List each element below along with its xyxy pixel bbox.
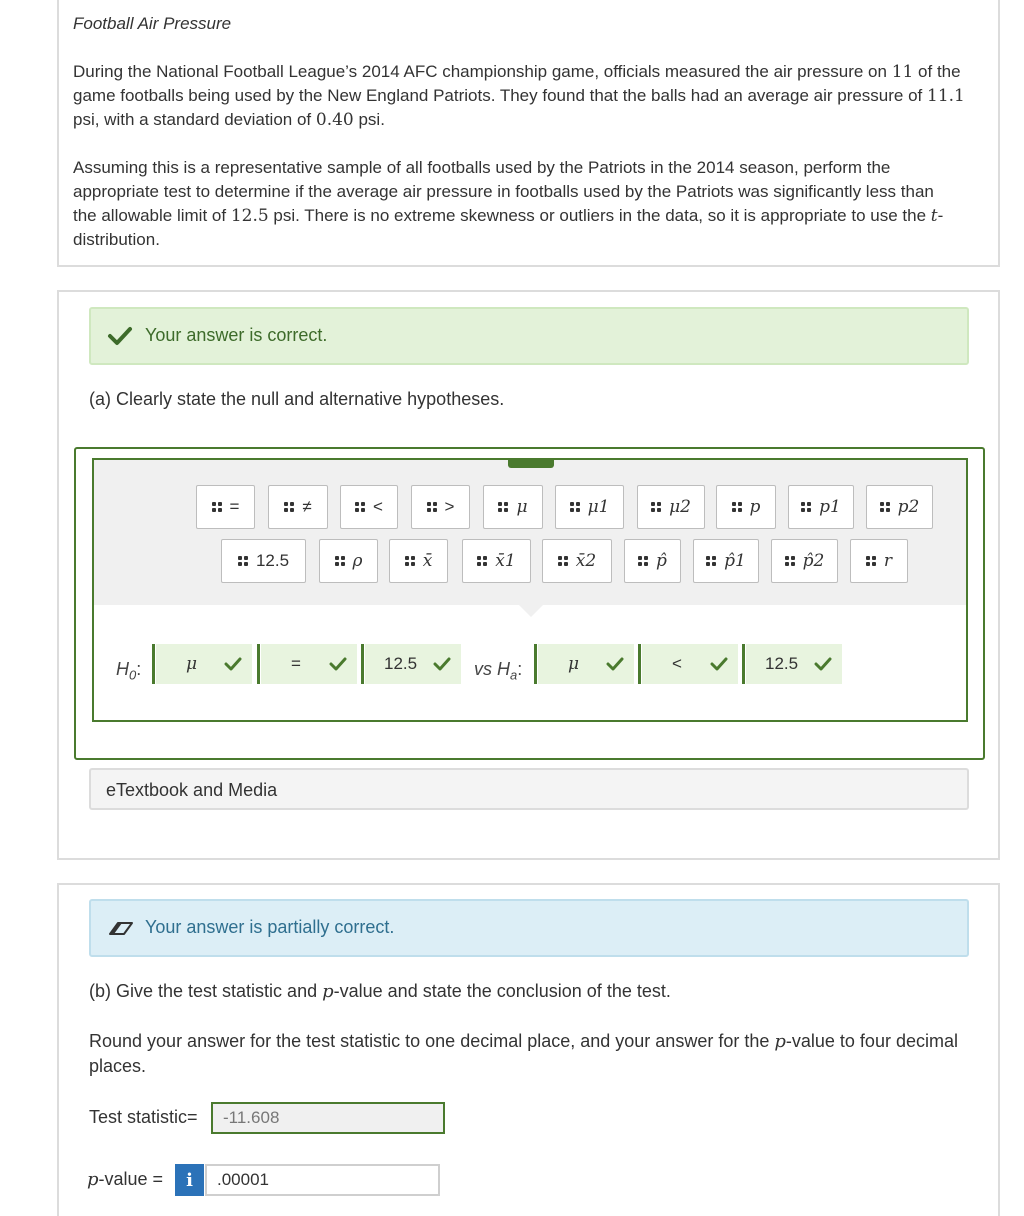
ha-param-slot[interactable]	[538, 644, 634, 684]
slot-value: <	[672, 654, 682, 673]
drag-handle-icon	[732, 502, 742, 512]
chip-label: p	[749, 497, 761, 517]
ha-value-slot[interactable]	[746, 644, 842, 684]
test-statistic-label: Test statistic=	[89, 1107, 198, 1127]
slot-value: μ	[568, 654, 580, 674]
chip-label: ρ	[352, 551, 363, 571]
p-symbol: p	[774, 1031, 786, 1052]
pvalue-label	[87, 1169, 163, 1190]
chip-label: 12.5	[255, 551, 290, 570]
p-symbol: p	[87, 1169, 99, 1190]
answer-tray	[94, 460, 966, 605]
draggable-chip[interactable]	[637, 485, 705, 529]
drag-handle-icon	[866, 556, 876, 566]
part-a-panel	[57, 290, 1000, 860]
problem-paragraph-2	[73, 156, 988, 252]
h-subscript: 0	[129, 667, 137, 683]
drag-handle-icon	[284, 502, 294, 512]
check-icon	[710, 656, 728, 672]
draggable-chip[interactable]	[340, 485, 398, 529]
drag-handle-icon	[638, 556, 648, 566]
chip-label: p̂1	[724, 551, 746, 571]
draggable-chip[interactable]	[221, 539, 306, 583]
draggable-chip[interactable]	[624, 539, 681, 583]
draggable-chip[interactable]	[555, 485, 624, 529]
text: (b) Give the test statistic and	[89, 981, 323, 1001]
slot-divider	[742, 644, 745, 684]
draggable-chip[interactable]	[866, 485, 933, 529]
drag-handle-icon	[801, 502, 811, 512]
drag-handle-icon	[427, 502, 437, 512]
drag-handle-icon	[212, 502, 222, 512]
tray-handle[interactable]	[508, 458, 554, 468]
drag-handle-icon	[238, 556, 248, 566]
chip-label: p̂	[656, 551, 667, 571]
check-icon	[606, 656, 624, 672]
p-symbol: p	[322, 981, 334, 1002]
h-subscript: a	[510, 667, 518, 683]
text: places.	[89, 1056, 147, 1076]
slot-value: 12.5	[384, 654, 418, 673]
part-b-question	[89, 981, 671, 1002]
ha-label: vs $H_a$:	[474, 659, 523, 683]
etextbook-label: eTextbook and Media	[106, 780, 278, 800]
text: Round your answer for the test statistic to one decimal place, and your answer for the	[89, 1031, 775, 1051]
drag-handle-icon	[498, 502, 508, 512]
drag-handle-icon	[570, 502, 580, 512]
chip-label: r	[883, 551, 893, 571]
hypothesis-drag-drop	[74, 447, 985, 760]
drag-handle-icon	[405, 556, 415, 566]
text: -value and state the conclusion of the test.	[333, 981, 671, 1001]
h-letter: H	[116, 659, 129, 679]
drag-handle-icon	[785, 556, 795, 566]
draggable-chip[interactable]	[788, 485, 854, 529]
sample-mean: 11.1	[927, 86, 965, 106]
drag-handle-icon	[651, 502, 661, 512]
chip-label: μ1	[587, 497, 610, 517]
text: During the National Football League’s 2014 AFC championship game, officials measured the air pressure on	[73, 62, 892, 81]
chip-label: =	[229, 497, 240, 516]
check-icon	[433, 656, 451, 672]
sample-sd: 0.40	[315, 110, 354, 130]
chip-label: x̄1	[495, 551, 516, 571]
pvalue-input[interactable]	[205, 1164, 440, 1196]
chip-label: ≠	[302, 497, 312, 516]
drag-handle-icon	[335, 556, 345, 566]
feedback-text: Your answer is correct.	[145, 325, 328, 345]
text: appropriate test to determine if the average air pressure in footballs used by the Patriots was significantly less than	[73, 182, 934, 201]
feedback-text: Your answer is partially correct.	[145, 917, 395, 937]
checkmark-icon	[107, 323, 133, 349]
slot-value: μ	[186, 654, 198, 674]
check-icon	[329, 656, 347, 672]
problem-panel	[57, 0, 1000, 267]
chip-label: p̂2	[802, 551, 825, 571]
text: psi. There is no extreme skewness or outliers in the data, so it is appropriate to use the	[268, 206, 931, 225]
draggable-chip[interactable]	[771, 539, 838, 583]
chip-label: μ	[516, 497, 528, 517]
check-icon	[814, 656, 832, 672]
text: the allowable limit of	[73, 206, 231, 225]
problem-title: Football Air Pressure	[73, 14, 232, 33]
text: distribution.	[73, 230, 160, 249]
correct-feedback-banner	[89, 307, 969, 365]
text: -value =	[98, 1169, 164, 1189]
slot-value: =	[291, 654, 301, 673]
draggable-chip[interactable]	[319, 539, 378, 583]
tray-pointer	[519, 605, 543, 617]
draggable-chip[interactable]	[389, 539, 448, 583]
check-icon	[224, 656, 242, 672]
h0-operator-slot[interactable]	[261, 644, 357, 684]
draggable-chip[interactable]	[716, 485, 776, 529]
drag-handle-icon	[880, 502, 890, 512]
drag-handle-icon	[355, 502, 365, 512]
draggable-chip[interactable]	[483, 485, 543, 529]
draggable-chip[interactable]	[268, 485, 328, 529]
part-b-panel	[57, 883, 1000, 1216]
chip-label: >	[444, 497, 455, 516]
chip-label: x̄	[422, 551, 433, 571]
draggable-chip[interactable]	[411, 485, 470, 529]
text: psi.	[353, 110, 385, 129]
allowable-limit: 12.5	[230, 206, 269, 226]
slot-value: 12.5	[765, 654, 799, 673]
ha-operator-slot[interactable]	[642, 644, 738, 684]
slot-divider	[257, 644, 260, 684]
h0-label: $H_0$:	[116, 659, 142, 683]
slot-divider	[152, 644, 155, 684]
drag-handle-icon	[558, 556, 568, 566]
text: -value to four decimal	[785, 1031, 958, 1051]
draggable-chip[interactable]	[196, 485, 255, 529]
text: game footballs being used by the New England Patriots. They found that the balls had an average air pressure of	[73, 86, 928, 105]
partial-feedback-banner	[89, 899, 969, 957]
info-icon[interactable]: i	[175, 1164, 204, 1196]
etextbook-media-button[interactable]	[89, 768, 969, 810]
chip-label: <	[373, 497, 383, 516]
vs-h-text: vs H	[474, 659, 510, 679]
draggable-chip[interactable]	[462, 539, 531, 583]
slot-divider	[361, 644, 364, 684]
text: -	[937, 206, 944, 225]
t-symbol: t	[930, 206, 938, 226]
problem-paragraph-1	[73, 60, 988, 132]
h0-value-slot[interactable]	[365, 644, 461, 684]
hypothesis-workspace	[92, 458, 968, 722]
slot-divider	[638, 644, 641, 684]
drag-handle-icon	[477, 556, 487, 566]
draggable-chip[interactable]	[850, 539, 908, 583]
draggable-chip[interactable]	[693, 539, 759, 583]
test-statistic-input[interactable]	[211, 1102, 445, 1134]
text: of the	[913, 62, 961, 81]
sample-size: 11	[891, 62, 914, 82]
slot-divider	[534, 644, 537, 684]
eraser-icon	[107, 915, 133, 941]
chip-label: μ2	[669, 497, 691, 517]
drag-handle-icon	[706, 556, 716, 566]
chip-label: p1	[819, 497, 841, 517]
text: Assuming this is a representative sample of all footballs used by the Patriots in the 2014 season, perform the	[73, 158, 891, 177]
draggable-chip[interactable]	[542, 539, 612, 583]
part-a-question: (a) Clearly state the null and alternative hypotheses.	[89, 389, 505, 409]
h0-param-slot[interactable]	[156, 644, 252, 684]
chip-label: p2	[897, 497, 920, 517]
text: psi, with a standard deviation of	[73, 110, 316, 129]
chip-label: x̄2	[575, 551, 597, 571]
part-b-rounding-instruction	[89, 1029, 969, 1078]
